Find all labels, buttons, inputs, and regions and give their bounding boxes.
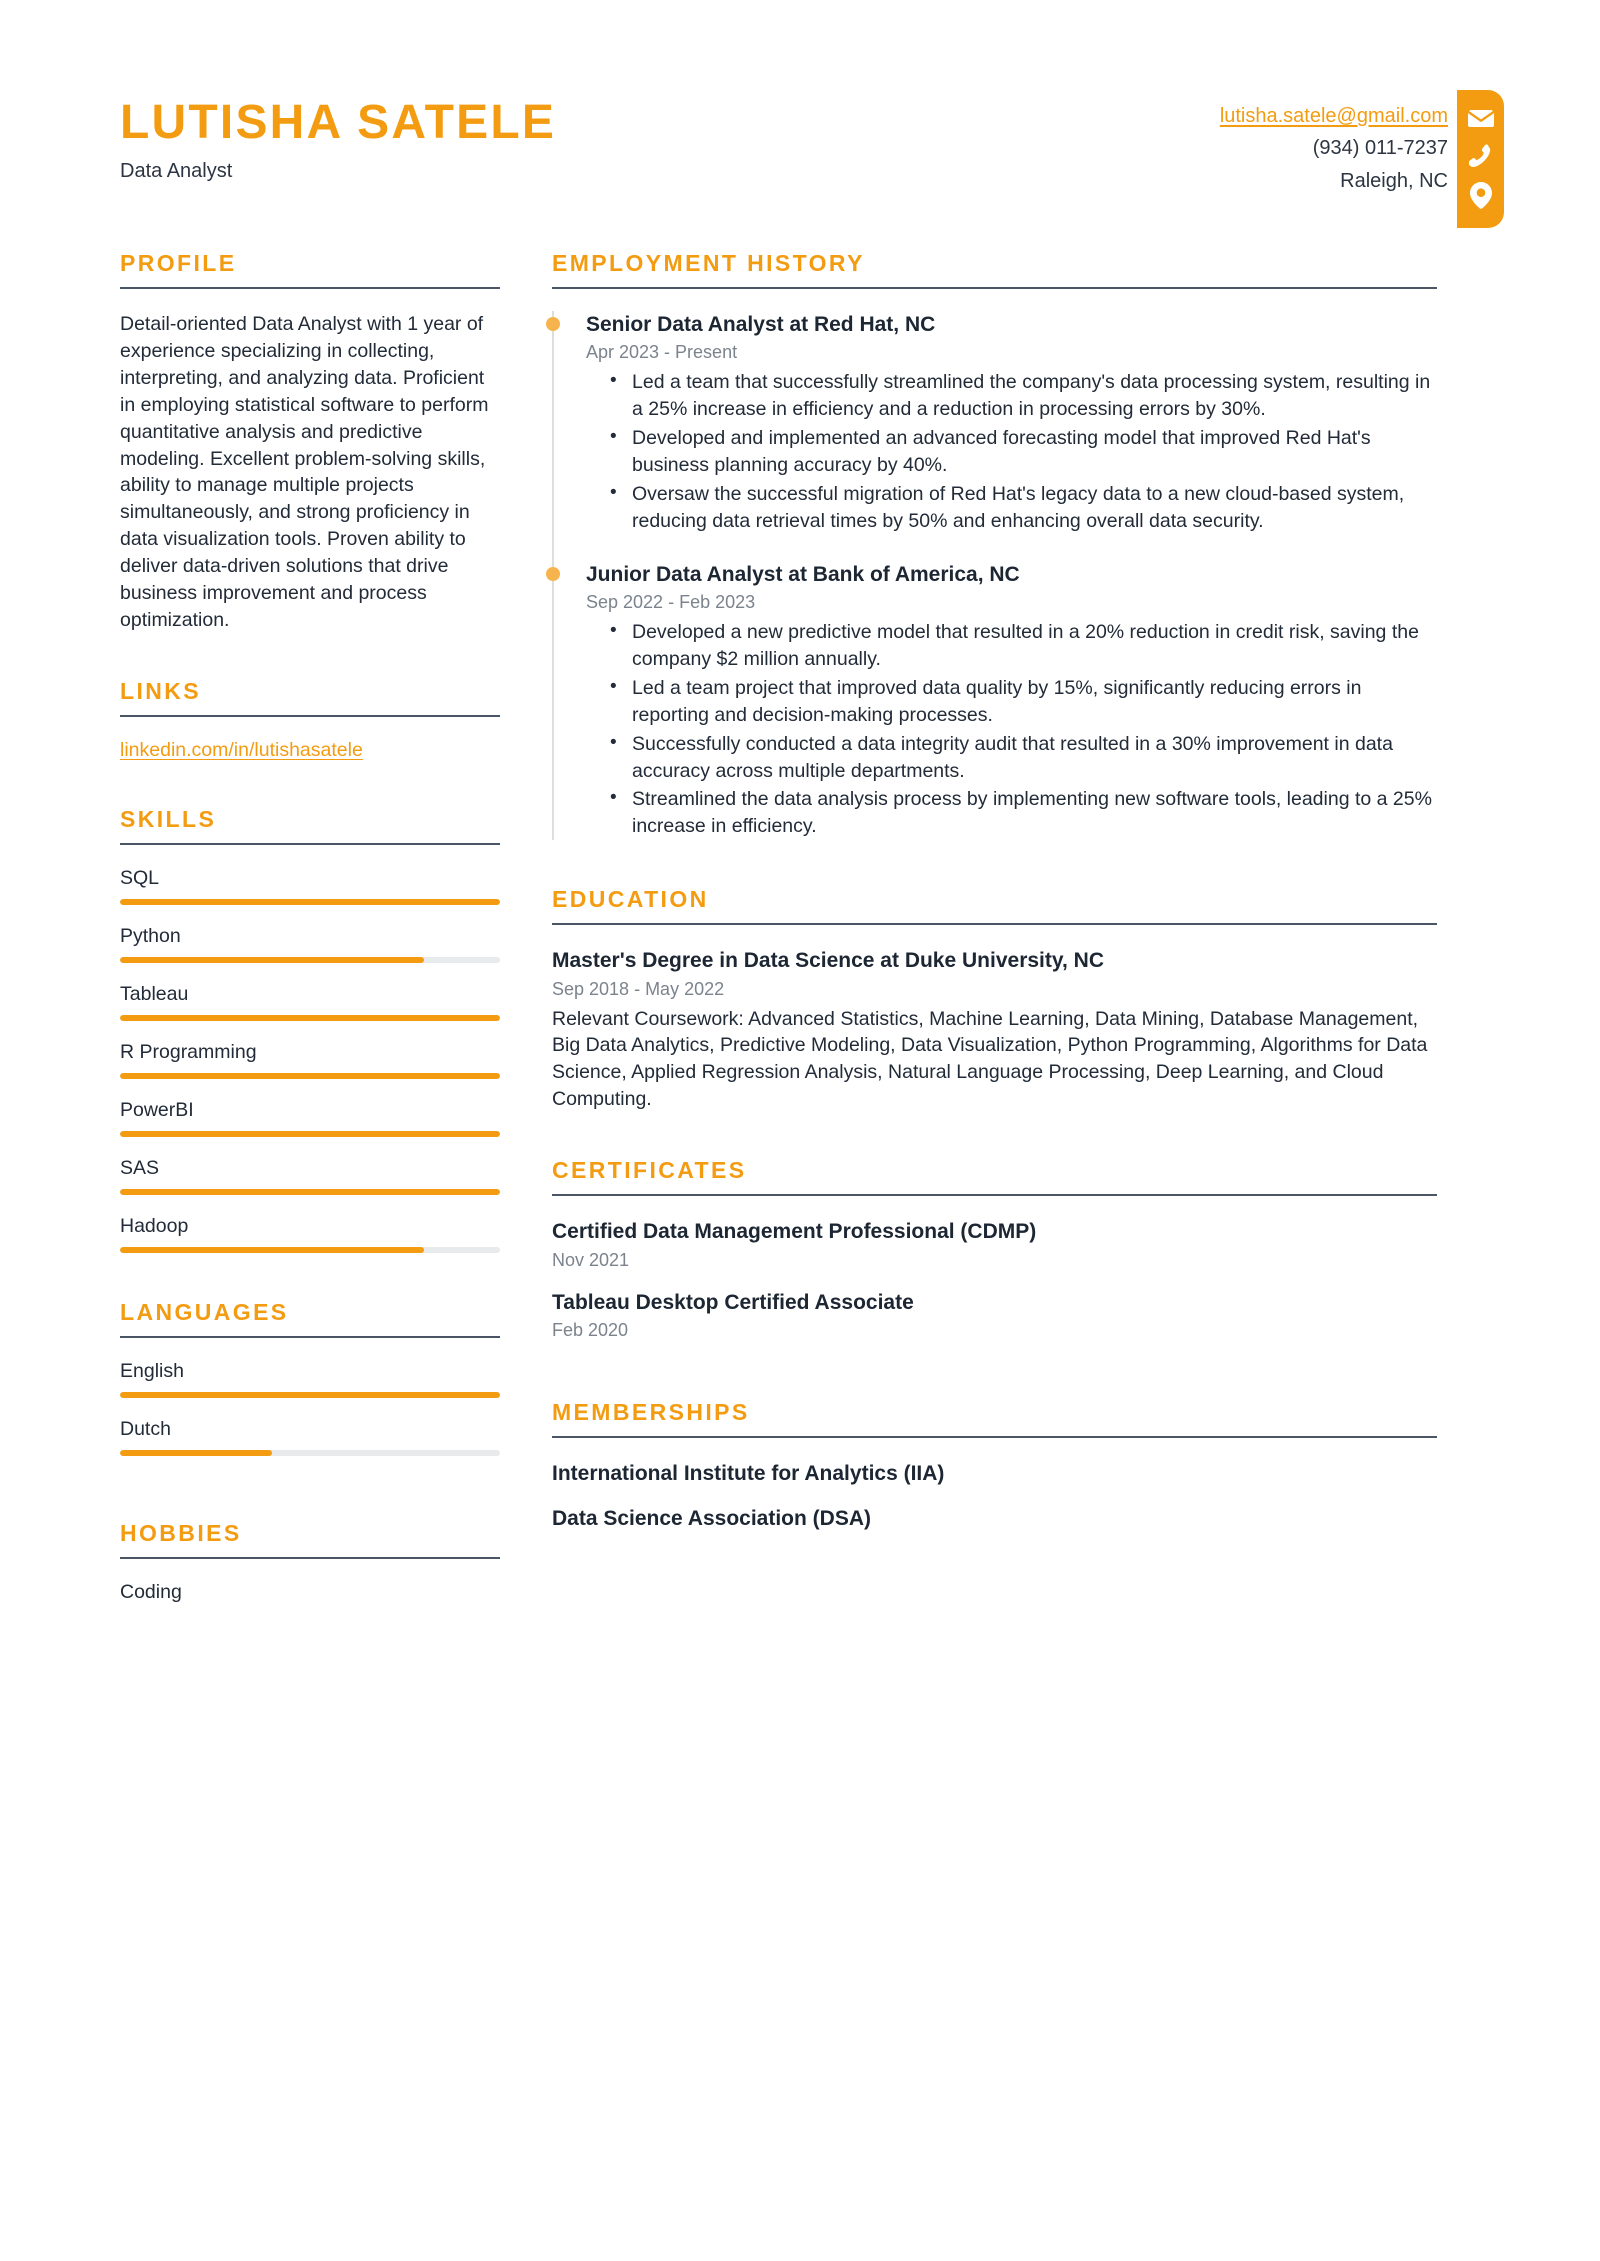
skill-bar-fill	[120, 957, 424, 963]
name-block	[120, 98, 556, 183]
membership-title: Data Science Association (DSA)	[552, 1507, 871, 1531]
section-divider	[120, 1336, 500, 1338]
skill-bar-track	[120, 1073, 500, 1079]
section-divider	[552, 1194, 1437, 1196]
skill-bar-track	[120, 957, 500, 963]
employment-timeline	[552, 311, 1437, 840]
section-divider	[552, 287, 1437, 289]
skill-label: SQL	[120, 866, 160, 889]
phone-icon	[1469, 143, 1493, 167]
contact-email[interactable]: lutisha.satele@gmail.com	[1219, 105, 1448, 127]
section-heading-memberships: MEMBERSHIPS	[552, 1398, 750, 1425]
section-heading-profile: PROFILE	[120, 250, 237, 276]
language-label: English	[120, 1359, 184, 1382]
section-certificates	[552, 1157, 1437, 1341]
job-bullet: • Developed and implemented an advanced forecasting model that improved Red Hat's business planning accuracy by 40%.	[632, 425, 1437, 479]
resume-body	[0, 250, 1600, 1604]
job-date: Apr 2023 - Present	[586, 342, 738, 363]
contact-icon-tab	[1457, 90, 1504, 228]
spacer	[120, 762, 500, 806]
education-entry	[552, 947, 1437, 1113]
section-heading-employment: EMPLOYMENT HISTORY	[552, 250, 865, 276]
main-column	[552, 250, 1437, 1604]
timeline-dot-icon	[546, 317, 560, 331]
section-divider	[120, 1557, 500, 1559]
job-bullet: • Led a team project that improved data quality by 15%, significantly reducing errors in reporting and decision-making processes.	[632, 675, 1437, 729]
section-divider	[552, 923, 1437, 925]
membership-entry	[552, 1505, 1437, 1532]
section-heading-skills: SKILLS	[120, 805, 217, 832]
spacer	[552, 1113, 1437, 1157]
skill-bar-fill	[120, 1015, 500, 1021]
contact-block	[1220, 100, 1448, 197]
job-bullet-list	[586, 369, 1437, 534]
section-profile	[120, 250, 500, 634]
spacer	[120, 634, 500, 678]
language-item	[120, 1360, 500, 1398]
job-entry	[586, 561, 1437, 841]
education-date: Sep 2018 - May 2022	[552, 978, 725, 999]
job-bullet: • Oversaw the successful migration of Red Hat's legacy data to a new cloud-based system, reducing data retrieval times by 50% and enhancing overall data security.	[632, 481, 1437, 535]
section-links	[120, 678, 500, 762]
section-divider	[120, 715, 500, 717]
spacer	[120, 1476, 500, 1520]
skill-bar-fill	[120, 1247, 424, 1253]
link-item[interactable]: linkedin.com/in/lutishasatele	[120, 738, 363, 761]
section-education	[552, 886, 1437, 1113]
spacer	[552, 842, 1437, 886]
membership-entry	[552, 1460, 1437, 1487]
skill-item	[120, 1215, 500, 1253]
certificate-title: Tableau Desktop Certified Associate	[552, 1290, 914, 1314]
language-bar-fill	[120, 1392, 500, 1398]
language-bar-track	[120, 1450, 500, 1456]
job-bullet: • Streamlined the data analysis process by implementing new software tools, leading to a 25% increase in efficiency.	[632, 786, 1437, 840]
education-body: Relevant Coursework: Advanced Statistics, Machine Learning, Data Mining, Database Management, Big Data Analytics, Predictive Modeling, Data Visualization, Python Programming, Algorithms for Data Science, Applied Regression Analysis, Natural Language Processing, Deep Learning, and Cloud Computing.	[552, 1007, 1428, 1111]
skill-bar-track	[120, 899, 500, 905]
skill-item	[120, 1157, 500, 1195]
contact-phone: (934) 011-7237	[1312, 137, 1448, 160]
skill-label: Hadoop	[120, 1214, 189, 1237]
job-date: Sep 2022 - Feb 2023	[586, 592, 756, 613]
section-heading-hobbies: HOBBIES	[120, 1519, 242, 1546]
spacer	[552, 1347, 1437, 1399]
sidebar-column	[120, 250, 540, 1604]
section-memberships	[552, 1399, 1437, 1533]
section-heading-languages: LANGUAGES	[120, 1298, 289, 1325]
certificate-entry	[552, 1218, 1437, 1270]
job-bullet: • Successfully conducted a data integrity audit that resulted in a 30% improvement in data accuracy across multiple departments.	[632, 731, 1437, 785]
skill-bar-track	[120, 1247, 500, 1253]
section-hobbies	[120, 1520, 500, 1604]
language-bar-fill	[120, 1450, 272, 1456]
certificate-entry	[552, 1289, 1437, 1341]
section-skills	[120, 806, 500, 1253]
section-languages	[120, 1299, 500, 1456]
skill-item	[120, 867, 500, 905]
section-divider	[552, 1436, 1437, 1438]
page-title: LUTISHA SATELE	[120, 96, 557, 149]
job-bullet: • Developed a new predictive model that resulted in a 20% reduction in credit risk, saving the company $2 million annually.	[632, 619, 1437, 673]
job-title: Senior Data Analyst at Red Hat, NC	[586, 313, 936, 336]
section-employment-history	[552, 250, 1437, 840]
language-bar-track	[120, 1392, 500, 1398]
section-divider	[120, 287, 500, 289]
location-pin-icon	[1470, 182, 1492, 209]
membership-title: International Institute for Analytics (IIA)	[552, 1461, 945, 1485]
skill-bar-fill	[120, 899, 500, 905]
section-heading-education: EDUCATION	[552, 886, 709, 913]
language-label: Dutch	[120, 1417, 171, 1440]
certificate-date: Feb 2020	[552, 1319, 629, 1340]
section-heading-certificates: CERTIFICATES	[552, 1157, 747, 1184]
skill-bar-fill	[120, 1189, 500, 1195]
resume-header	[0, 0, 1600, 250]
language-item	[120, 1418, 500, 1456]
skill-bar-track	[120, 1189, 500, 1195]
envelope-icon	[1468, 109, 1494, 128]
job-entry	[586, 311, 1437, 535]
skill-label: R Programming	[120, 1040, 257, 1063]
skill-item	[120, 1099, 500, 1137]
certificate-date: Nov 2021	[552, 1249, 630, 1270]
skill-item	[120, 983, 500, 1021]
skill-label: PowerBI	[120, 1098, 194, 1121]
section-divider	[120, 843, 500, 845]
section-heading-links: LINKS	[120, 677, 201, 704]
skill-bar-track	[120, 1015, 500, 1021]
profile-text: Detail-oriented Data Analyst with 1 year of experience specializing in collecting, interpreting, and analyzing data. Proficient in employing statistical software to perform quantitative analysis and predictive modeling. Excellent problem-solving skills, ability to manage multiple projects simultaneously, and strong proficiency in data visualization tools. Proven ability to deliver data-driven solutions that drive business improvement and process optimization.	[120, 313, 489, 631]
skill-bar-fill	[120, 1073, 500, 1079]
education-title: Master's Degree in Data Science at Duke University, NC	[552, 949, 1104, 973]
job-bullet-list	[586, 619, 1437, 840]
skill-label: SAS	[120, 1156, 160, 1179]
job-title-subtitle: Data Analyst	[120, 160, 233, 183]
certificate-title: Certified Data Management Professional (CDMP)	[552, 1220, 1037, 1244]
skill-label: Tableau	[120, 982, 189, 1005]
skill-bar-track	[120, 1131, 500, 1137]
timeline-dot-icon	[546, 567, 560, 581]
hobby-item: Coding	[120, 1580, 182, 1603]
skill-item	[120, 1041, 500, 1079]
job-bullet: • Led a team that successfully streamlined the company's data processing system, resulting in a 25% increase in efficiency and a reduction in processing errors by 30%.	[632, 369, 1437, 423]
skill-item	[120, 925, 500, 963]
skill-label: Python	[120, 924, 181, 947]
job-title: Junior Data Analyst at Bank of America, NC	[586, 562, 1020, 586]
spacer	[120, 1273, 500, 1299]
skill-bar-fill	[120, 1131, 500, 1137]
contact-location: Raleigh, NC	[1340, 169, 1448, 192]
